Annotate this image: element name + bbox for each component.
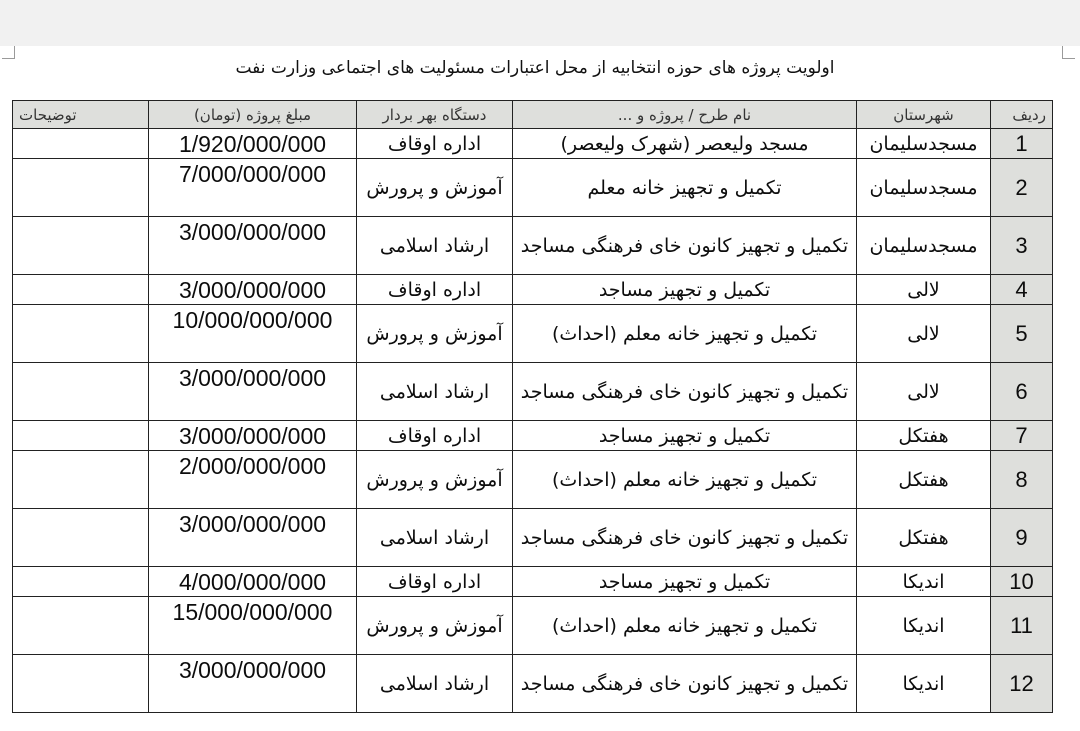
cell-agency: ارشاد اسلامی xyxy=(357,363,513,421)
cell-county: مسجدسلیمان xyxy=(857,159,991,217)
cell-row-number: 6 xyxy=(991,363,1053,421)
cell-notes xyxy=(13,567,149,597)
cell-county: مسجدسلیمان xyxy=(857,217,991,275)
header-notes: توضیحات xyxy=(13,101,149,129)
cell-agency: اداره اوقاف xyxy=(357,421,513,451)
cell-row-number: 7 xyxy=(991,421,1053,451)
cell-notes xyxy=(13,305,149,363)
cell-project: تکمیل و تجهیز خانه معلم (احداث) xyxy=(513,451,857,509)
cell-notes xyxy=(13,275,149,305)
cell-amount: 1/920/000/000 xyxy=(149,129,357,159)
cell-notes xyxy=(13,451,149,509)
cell-agency: آموزش و پرورش xyxy=(357,451,513,509)
table-row xyxy=(13,567,1053,597)
cell-row-number: 4 xyxy=(991,275,1053,305)
cell-amount: 10/000/000/000 xyxy=(149,305,357,363)
table-row xyxy=(13,597,1053,655)
cell-notes xyxy=(13,421,149,451)
cell-county: لالی xyxy=(857,275,991,305)
cell-amount: 3/000/000/000 xyxy=(149,421,357,451)
cell-project: تکمیل و تجهیز خانه معلم (احداث) xyxy=(513,597,857,655)
cell-amount: 7/000/000/000 xyxy=(149,159,357,217)
cell-row-number: 5 xyxy=(991,305,1053,363)
cell-notes xyxy=(13,217,149,275)
cell-project: تکمیل و تجهیز مساجد xyxy=(513,421,857,451)
document-top-margin xyxy=(0,0,1080,46)
table-row xyxy=(13,509,1053,567)
cell-notes xyxy=(13,129,149,159)
cell-project: تکمیل و تجهیز خانه معلم (احداث) xyxy=(513,305,857,363)
cell-county: لالی xyxy=(857,305,991,363)
cell-project: تکمیل و تجهیز کانون خای فرهنگی مساجد xyxy=(513,509,857,567)
table-row xyxy=(13,421,1053,451)
cell-row-number: 11 xyxy=(991,597,1053,655)
cell-agency: ارشاد اسلامی xyxy=(357,509,513,567)
document-title: اولویت پروژه های حوزه انتخابیه از محل اعتبارات مسئولیت های اجتماعی وزارت نفت xyxy=(235,58,835,78)
cell-amount: 3/000/000/000 xyxy=(149,363,357,421)
cell-county: هفتکل xyxy=(857,451,991,509)
cell-county: لالی xyxy=(857,363,991,421)
cell-agency: آموزش و پرورش xyxy=(357,305,513,363)
cell-amount: 3/000/000/000 xyxy=(149,275,357,305)
table-row xyxy=(13,217,1053,275)
table-row xyxy=(13,451,1053,509)
cell-row-number: 9 xyxy=(991,509,1053,567)
cell-row-number: 12 xyxy=(991,655,1053,713)
table-row xyxy=(13,655,1053,713)
cell-agency: اداره اوقاف xyxy=(357,129,513,159)
projects-table xyxy=(12,100,1053,713)
cell-project: تکمیل و تجهیز کانون خای فرهنگی مساجد xyxy=(513,363,857,421)
cell-project: تکمیل و تجهیز مساجد xyxy=(513,275,857,305)
cell-amount: 15/000/000/000 xyxy=(149,597,357,655)
cell-notes xyxy=(13,597,149,655)
table-header-row xyxy=(13,101,1053,129)
header-county: شهرستان xyxy=(857,101,991,129)
cell-county: مسجدسلیمان xyxy=(857,129,991,159)
cell-notes xyxy=(13,363,149,421)
cell-row-number: 10 xyxy=(991,567,1053,597)
cell-agency: اداره اوقاف xyxy=(357,567,513,597)
table-row xyxy=(13,129,1053,159)
cell-project: تکمیل و تجهیز مساجد xyxy=(513,567,857,597)
cell-amount: 4/000/000/000 xyxy=(149,567,357,597)
cell-amount: 3/000/000/000 xyxy=(149,217,357,275)
cell-county: هفتکل xyxy=(857,509,991,567)
cell-agency: اداره اوقاف xyxy=(357,275,513,305)
header-amount: مبلغ پروژه (تومان) xyxy=(149,101,357,129)
cell-agency: ارشاد اسلامی xyxy=(357,655,513,713)
cell-agency: آموزش و پرورش xyxy=(357,159,513,217)
cell-project: مسجد ولیعصر (شهرک ولیعصر) xyxy=(513,129,857,159)
cell-amount: 3/000/000/000 xyxy=(149,509,357,567)
table-row xyxy=(13,159,1053,217)
cell-county: هفتکل xyxy=(857,421,991,451)
cell-notes xyxy=(13,159,149,217)
cell-row-number: 8 xyxy=(991,451,1053,509)
cell-project: تکمیل و تجهیز کانون خای فرهنگی مساجد xyxy=(513,655,857,713)
cell-agency: آموزش و پرورش xyxy=(357,597,513,655)
table-row xyxy=(13,275,1053,305)
cell-row-number: 2 xyxy=(991,159,1053,217)
table-row xyxy=(13,363,1053,421)
cell-row-number: 3 xyxy=(991,217,1053,275)
header-agency: دستگاه بهر بردار xyxy=(357,101,513,129)
cell-amount: 2/000/000/000 xyxy=(149,451,357,509)
cell-row-number: 1 xyxy=(991,129,1053,159)
cell-notes xyxy=(13,655,149,713)
cell-notes xyxy=(13,509,149,567)
table-row xyxy=(13,305,1053,363)
cell-county: اندیکا xyxy=(857,567,991,597)
header-row-number: ردیف xyxy=(991,101,1053,129)
cell-project: تکمیل و تجهیز خانه معلم xyxy=(513,159,857,217)
cell-county: اندیکا xyxy=(857,655,991,713)
cell-project: تکمیل و تجهیز کانون خای فرهنگی مساجد xyxy=(513,217,857,275)
header-project: نام طرح / پروژه و ... xyxy=(513,101,857,129)
cell-agency: ارشاد اسلامی xyxy=(357,217,513,275)
cell-amount: 3/000/000/000 xyxy=(149,655,357,713)
cell-county: اندیکا xyxy=(857,597,991,655)
